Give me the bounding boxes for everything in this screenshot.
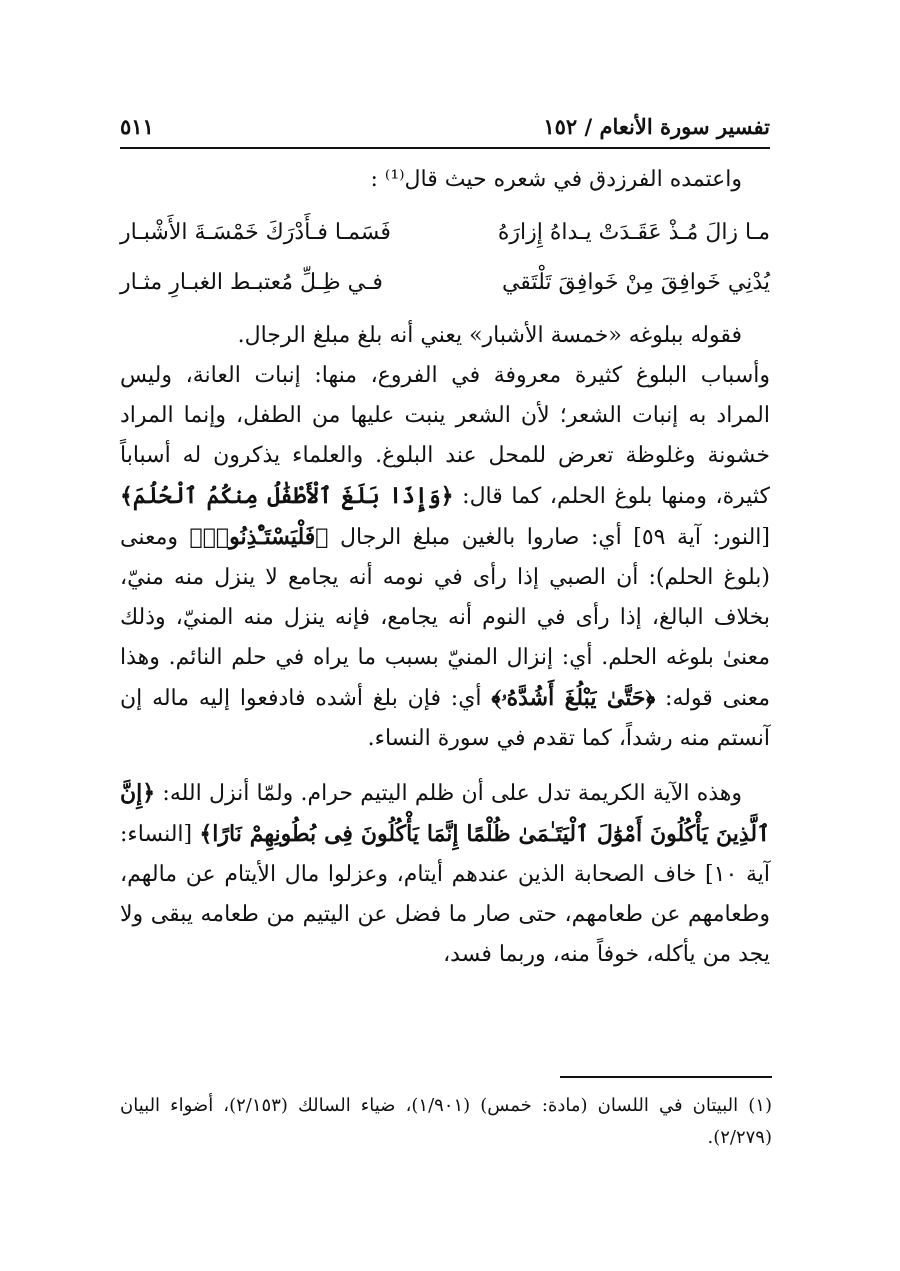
page-body: [120, 160, 770, 975]
verse-2-first-hemistich: يُدْنِي خَوافِقَ مِنْ خَوافِقَ تَلْتَقي: [501, 270, 770, 295]
quran-verse-falyastadhinu: ﴿فَلْيَسْتَـْٔذِنُوا۟﴾: [189, 524, 329, 550]
verse-2-second-hemistich: فـي ظِـلِّ مُعتبـط الغبـارِ مثـار: [120, 270, 383, 295]
paragraph-gap: [120, 759, 770, 773]
paragraph-1-sentence-4: ومعنى (بلوغ الحلم): أن الصبي إذا رأى في نومه أنه يجامع لا ينزل منه منيّ، بخلاف البالغ، إذا رأى في النوم أنه يجامع، فإنه ينزل منه المنيّ، وذلك معنىٰ بلوغه الحلم. أي: إنزال المنيّ بسبب ما يراه في حلم النائم. وهذا معنى قوله:: [120, 525, 770, 711]
paragraph-1-sentence-1: فقوله ببلوغه «خمسة الأشبار» يعني أنه بلغ مبلغ الرجال.: [237, 323, 742, 348]
paragraph-puberty-continued: [120, 356, 770, 759]
poem-verse-2: [120, 258, 770, 308]
intro-line: واعتمده الفرزدق في شعره حيث قال⁽¹⁾ :: [370, 167, 742, 192]
quran-verse-ashuddah: ﴿حَتَّىٰ يَبْلُغَ أَشُدَّهُۥ﴾: [491, 685, 656, 711]
paragraph-puberty: [120, 316, 770, 356]
page-number: ٥١١: [120, 113, 154, 139]
footnote-rule: [560, 1076, 772, 1078]
poem: [120, 208, 770, 308]
poem-verse-1: [120, 208, 770, 258]
quran-verse-nisa: ﴿إِنَّ ٱلَّذِينَ يَأْكُلُونَ أَمْوَٰلَ ٱلْيَتَـٰمَىٰ ظُلْمًا إِنَّمَا يَأْكُلُونَ فِى بُطُونِهِمْ نَارًا﴾: [120, 780, 771, 847]
running-title: تفسير سورة الأنعام / ١٥٢: [543, 113, 770, 139]
verse-1-second-hemistich: فَسَمـا فـأَدْرَكَ خَمْسَـةَ الأَشْبـار: [120, 220, 391, 245]
verse-1-first-hemistich: مـا زالَ مُـذْ عَقَـدَتْ يـداهُ إِزارَهُ: [497, 220, 770, 245]
quran-verse-nur: ﴿وَإِذَا بَلَغَ ٱلْأَطْفَٰلُ مِنكُمُ ٱلْحُلُمَ﴾: [120, 483, 454, 509]
paragraph-1-sentence-5: أي: فإن بلغ أشده فادفعوا إليه ماله إن آنستم منه رشداً، كما تقدم في سورة النساء.: [120, 686, 770, 751]
paragraph-1-sentence-3: [النور: آية ٥٩] أي: صاروا بالغين مبلغ الرجال: [340, 525, 770, 550]
header-rule: [120, 147, 770, 149]
page-header: [120, 108, 770, 144]
paragraph-2-sentence-1: وهذه الآية الكريمة تدل على أن ظلم اليتيم حرام. ولمّا أنزل الله:: [162, 781, 742, 806]
paragraph-2-sentence-2: [النساء: آية ١٠] خاف الصحابة الذين عندهم أيتام، وعزلوا مال الأيتام عن مالهم، وطعامهم عن طعامهم، حتى صار ما فضل عن اليتيم من طعامه يبقى ولا يجد من يأكله، خوفاً منه، وربما فسد،: [120, 822, 770, 967]
paragraph-1-sentence-2: وأسباب البلوغ كثيرة معروفة في الفروع، منها: إنبات العانة، وليس المراد به إنبات الشعر؛ لأن الشعر ينبت عليها من الطفل، وإنما المراد خشونة وغلوظة تعرض للمحل عند البلوغ. والعلماء يذكرون له أسباباً كثيرة، ومنها بلوغ الحلم، كما قال:: [120, 363, 771, 509]
footnote: (١) البيتان في اللسان (مادة: خمس) (١/٩٠١)، ضياء السالك (٢/١٥٣)، أضواء البيان (٢/٢٧٩).: [120, 1095, 772, 1148]
paragraph-orphan: [120, 773, 770, 975]
